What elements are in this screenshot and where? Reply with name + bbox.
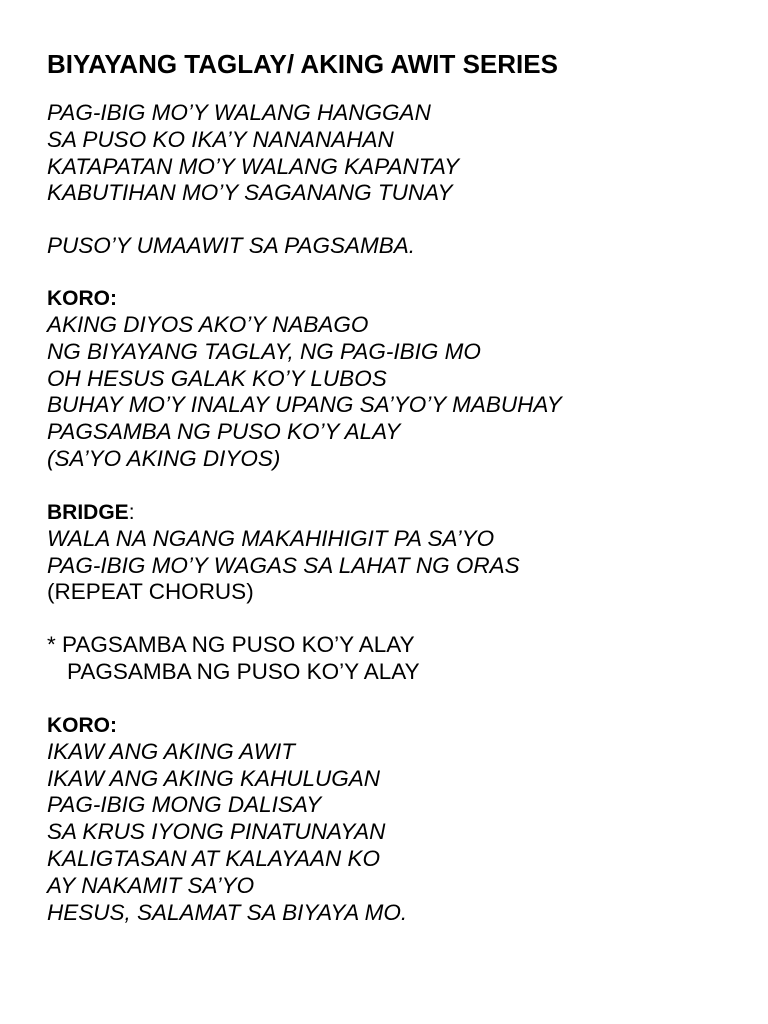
lyric-line: * PAGSAMBA NG PUSO KO’Y ALAY [47, 632, 415, 658]
pre-chorus [47, 233, 747, 260]
lyrics-document [47, 48, 747, 926]
lyric-line: AKING DIYOS AKO’Y NABAGO [47, 311, 369, 337]
lyric-line: WALA NA NGANG MAKAHIHIGIT PA SA’YO [47, 525, 495, 551]
lyric-line: KALIGTASAN AT KALAYAAN KO [47, 845, 381, 871]
song-title: BIYAYANG TAGLAY/ AKING AWIT SERIES [47, 49, 558, 79]
lyric-line: (SA’YO AKING DIYOS) [47, 445, 281, 471]
lyric-line: PUSO’Y UMAAWIT SA PAGSAMBA. [47, 233, 415, 259]
lyric-line: PAG-IBIG MONG DALISAY [47, 792, 322, 818]
verse-1 [47, 100, 747, 207]
lyric-line: PAGSAMBA NG PUSO KO’Y ALAY [67, 658, 420, 684]
lyric-line: PAG-IBIG MO’Y WAGAS SA LAHAT NG ORAS [47, 552, 520, 578]
lyric-line: IKAW ANG AKING AWIT [47, 738, 295, 764]
lyric-line: SA KRUS IYONG PINATUNAYAN [47, 819, 386, 845]
lyric-line: AY NAKAMIT SA’YO [47, 872, 255, 898]
bridge-label: BRIDGE [47, 500, 129, 524]
repeat-instruction: (REPEAT CHORUS) [47, 579, 254, 605]
chorus-label: KORO: [47, 286, 117, 310]
tag-section [47, 632, 747, 686]
lyric-line: BUHAY MO’Y INALAY UPANG SA’YO’Y MABUHAY [47, 392, 562, 418]
lyric-line: SA PUSO KO IKA’Y NANANAHAN [47, 126, 394, 152]
lyric-line: KATAPATAN MO’Y WALANG KAPANTAY [47, 153, 460, 179]
lyric-line: IKAW ANG AKING KAHULUGAN [47, 765, 380, 791]
bridge-label-row [47, 499, 747, 526]
lyric-line: NG BIYAYANG TAGLAY, NG PAG-IBIG MO [47, 338, 481, 364]
lyric-line: KABUTIHAN MO’Y SAGANANG TUNAY [47, 180, 453, 206]
lyric-line: HESUS, SALAMAT SA BIYAYA MO. [47, 899, 408, 925]
bridge-colon: : [128, 500, 135, 524]
chorus-label: KORO: [47, 713, 117, 737]
chorus-2 [47, 712, 747, 927]
lyric-line: OH HESUS GALAK KO’Y LUBOS [47, 365, 387, 391]
chorus-1 [47, 285, 747, 473]
lyric-line: PAG-IBIG MO’Y WALANG HANGGAN [47, 100, 431, 125]
bridge [47, 499, 747, 606]
lyric-line: PAGSAMBA NG PUSO KO’Y ALAY [47, 419, 401, 445]
